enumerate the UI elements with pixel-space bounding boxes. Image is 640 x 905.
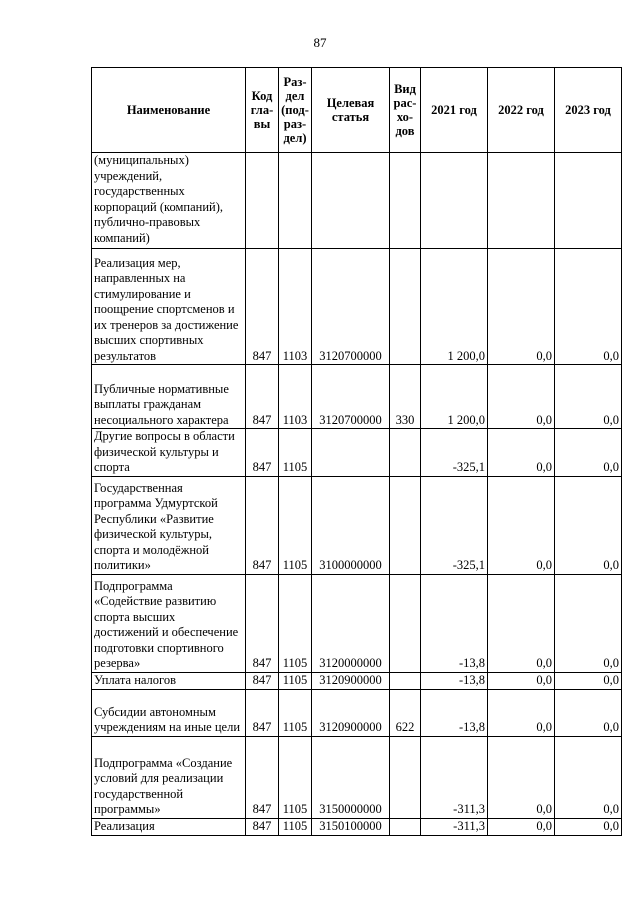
cell-name: Реализация мер, направленных на стимулирование и поощрение спортсменов и их тренеров за достижение высших спортивных результатов [92, 249, 246, 365]
table-row [92, 365, 622, 429]
cell-2022: 0,0 [488, 429, 555, 477]
cell-2023: 0,0 [555, 736, 622, 818]
cell-2021: -13,8 [421, 689, 488, 736]
header-name: Наименование [92, 68, 246, 153]
cell-target: 3120000000 [312, 574, 390, 672]
cell-2022: 0,0 [488, 476, 555, 574]
cell-code: 847 [246, 476, 279, 574]
cell-kind [390, 736, 421, 818]
cell-code: 847 [246, 365, 279, 429]
cell-2023: 0,0 [555, 574, 622, 672]
cell-section: 1103 [279, 249, 312, 365]
cell-2022: 0,0 [488, 365, 555, 429]
table-row [92, 249, 622, 365]
table-row [92, 818, 622, 835]
cell-section: 1105 [279, 818, 312, 835]
cell-2023: 0,0 [555, 476, 622, 574]
cell-2023: 0,0 [555, 249, 622, 365]
cell-2023 [555, 153, 622, 249]
table-row [92, 689, 622, 736]
header-2023: 2023 год [555, 68, 622, 153]
cell-2022: 0,0 [488, 574, 555, 672]
cell-2021: 1 200,0 [421, 249, 488, 365]
table-row [92, 153, 622, 249]
cell-2022: 0,0 [488, 689, 555, 736]
cell-kind [390, 672, 421, 689]
table-body [92, 153, 622, 836]
table-row [92, 476, 622, 574]
cell-name: Уплата налогов [92, 672, 246, 689]
cell-code: 847 [246, 429, 279, 477]
cell-target: 3120900000 [312, 689, 390, 736]
cell-target: 3150000000 [312, 736, 390, 818]
cell-code: 847 [246, 249, 279, 365]
cell-2021: -325,1 [421, 476, 488, 574]
cell-2022 [488, 153, 555, 249]
table-row [92, 736, 622, 818]
cell-2021: -325,1 [421, 429, 488, 477]
cell-name: Подпрограмма «Создание условий для реализации государственной программы» [92, 736, 246, 818]
cell-2021 [421, 153, 488, 249]
cell-kind [390, 429, 421, 477]
budget-table [91, 67, 622, 836]
cell-section: 1105 [279, 689, 312, 736]
page-number: 87 [313, 35, 327, 50]
cell-code: 847 [246, 689, 279, 736]
table-row [92, 672, 622, 689]
cell-section: 1103 [279, 365, 312, 429]
cell-target: 3120900000 [312, 672, 390, 689]
cell-2021: -13,8 [421, 574, 488, 672]
cell-name: Публичные нормативные выплаты гражданам несоциального характера [92, 365, 246, 429]
cell-code: 847 [246, 672, 279, 689]
cell-2023: 0,0 [555, 429, 622, 477]
cell-section [279, 153, 312, 249]
cell-target: 3150100000 [312, 818, 390, 835]
cell-kind [390, 818, 421, 835]
cell-2023: 0,0 [555, 672, 622, 689]
cell-kind: 622 [390, 689, 421, 736]
cell-kind [390, 153, 421, 249]
cell-2022: 0,0 [488, 736, 555, 818]
cell-kind [390, 249, 421, 365]
cell-code: 847 [246, 736, 279, 818]
cell-section: 1105 [279, 672, 312, 689]
cell-kind: 330 [390, 365, 421, 429]
cell-kind [390, 476, 421, 574]
cell-target [312, 429, 390, 477]
cell-2022: 0,0 [488, 672, 555, 689]
table-row [92, 574, 622, 672]
cell-section: 1105 [279, 736, 312, 818]
cell-2023: 0,0 [555, 818, 622, 835]
cell-section: 1105 [279, 429, 312, 477]
cell-code: 847 [246, 818, 279, 835]
header-code: Код гла- вы [246, 68, 279, 153]
cell-2021: 1 200,0 [421, 365, 488, 429]
cell-target: 3100000000 [312, 476, 390, 574]
header-section: Раз- дел (под- раз- дел) [279, 68, 312, 153]
cell-name: Государственная программа Удмуртской Республики «Развитие физической культуры, спорта и молодёжной политики» [92, 476, 246, 574]
cell-2023: 0,0 [555, 365, 622, 429]
cell-code [246, 153, 279, 249]
cell-2021: -13,8 [421, 672, 488, 689]
table-header-row [92, 68, 622, 153]
cell-2022: 0,0 [488, 249, 555, 365]
cell-name: (муниципальных) учреждений, государственных корпораций (компаний), публично-правовых компаний) [92, 153, 246, 249]
header-kind: Вид рас- хо- дов [390, 68, 421, 153]
cell-target: 3120700000 [312, 249, 390, 365]
header-2021: 2021 год [421, 68, 488, 153]
table-row [92, 429, 622, 477]
cell-code: 847 [246, 574, 279, 672]
cell-name: Подпрограмма «Содействие развитию спорта высших достижений и обеспечение подготовки спортивного резерва» [92, 574, 246, 672]
cell-target: 3120700000 [312, 365, 390, 429]
cell-name: Другие вопросы в области физической культуры и спорта [92, 429, 246, 477]
cell-name: Реализация [92, 818, 246, 835]
cell-section: 1105 [279, 476, 312, 574]
cell-2021: -311,3 [421, 736, 488, 818]
cell-2022: 0,0 [488, 818, 555, 835]
cell-target [312, 153, 390, 249]
cell-section: 1105 [279, 574, 312, 672]
cell-2021: -311,3 [421, 818, 488, 835]
header-2022: 2022 год [488, 68, 555, 153]
cell-kind [390, 574, 421, 672]
cell-name: Субсидии автономным учреждениям на иные цели [92, 689, 246, 736]
header-target: Целевая статья [312, 68, 390, 153]
cell-2023: 0,0 [555, 689, 622, 736]
